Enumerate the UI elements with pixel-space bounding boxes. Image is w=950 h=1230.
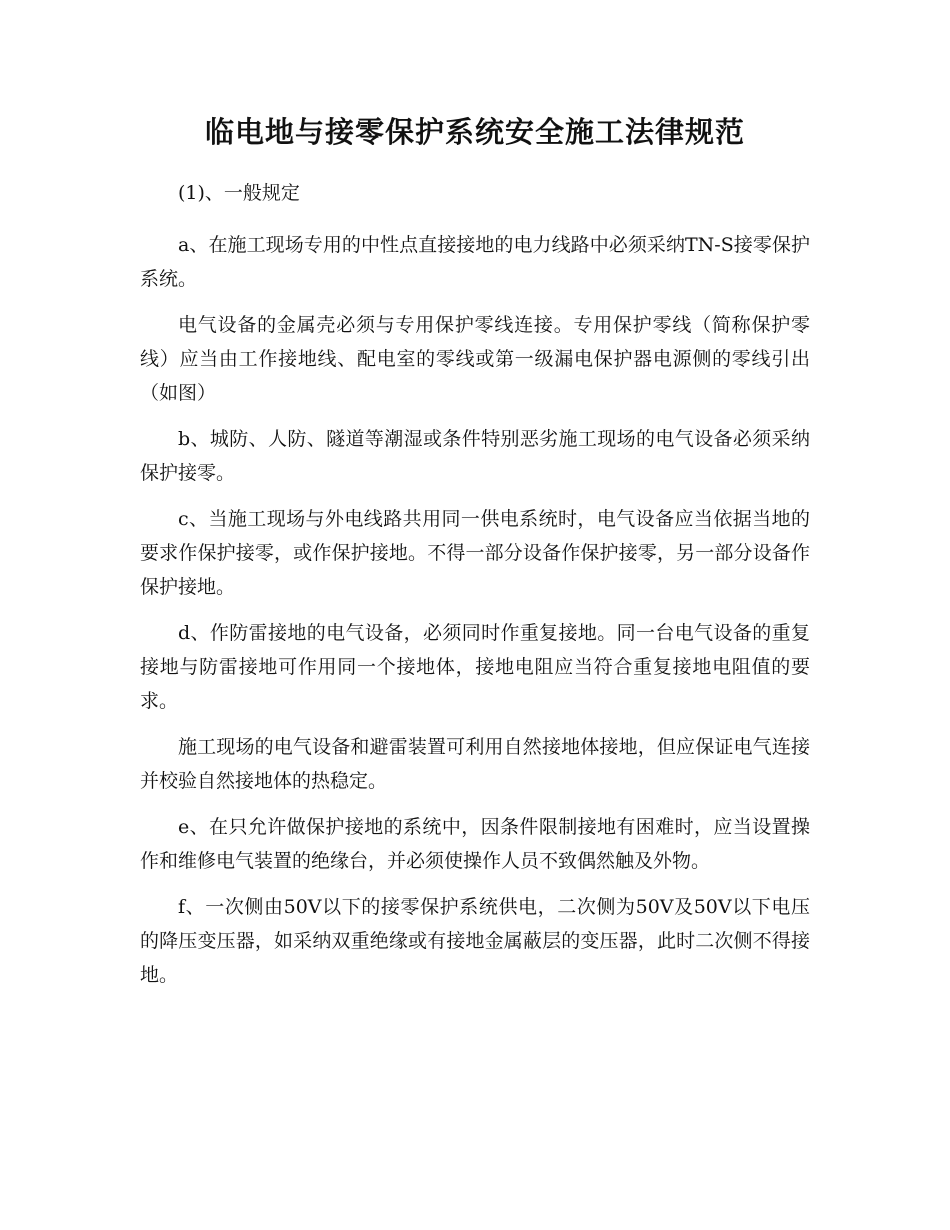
paragraph-natural-grounding: 施工现场的电气设备和避雷装置可利用自然接地体接地，但应保证电气连接并校验自然接地体的热稳定。 — [140, 736, 810, 792]
paragraph-f: f、一次侧由50V以下的接零保护系统供电，二次侧为50V及50V以下电压的降压变压器，如采纳双重绝缘或有接地金属蔽层的变压器，此时二次侧不得接地。 — [140, 896, 810, 986]
paragraph-a: a、在施工现场专用的中性点直接接地的电力线路中必须采纳TN-S接零保护系统。 — [140, 234, 810, 290]
section-heading-general-rules: (1)、一般规定 — [178, 182, 300, 204]
paragraph-b: b、城防、人防、隧道等潮湿或条件特别恶劣施工现场的电气设备必须采纳保护接零。 — [140, 428, 810, 484]
paragraph-protective-neutral: 电气设备的金属壳必须与专用保护零线连接。专用保护零线（简称保护零线）应当由工作接地线、配电室的零线或第一级漏电保护器电源侧的零线引出（如图） — [140, 314, 810, 404]
document-title: 临电地与接零保护系统安全施工法律规范 — [204, 115, 745, 149]
paragraph-d: d、作防雷接地的电气设备，必须同时作重复接地。同一台电气设备的重复接地与防雷接地可作用同一个接地体，接地电阻应当符合重复接地电阻值的要求。 — [140, 622, 810, 712]
paragraph-e: e、在只允许做保护接地的系统中，因条件限制接地有困难时，应当设置操作和维修电气装置的绝缘台，并必须使操作人员不致偶然触及外物。 — [140, 816, 810, 872]
paragraph-c: c、当施工现场与外电线路共用同一供电系统时，电气设备应当依据当地的要求作保护接零，或作保护接地。不得一部分设备作保护接零，另一部分设备作保护接地。 — [140, 508, 810, 598]
